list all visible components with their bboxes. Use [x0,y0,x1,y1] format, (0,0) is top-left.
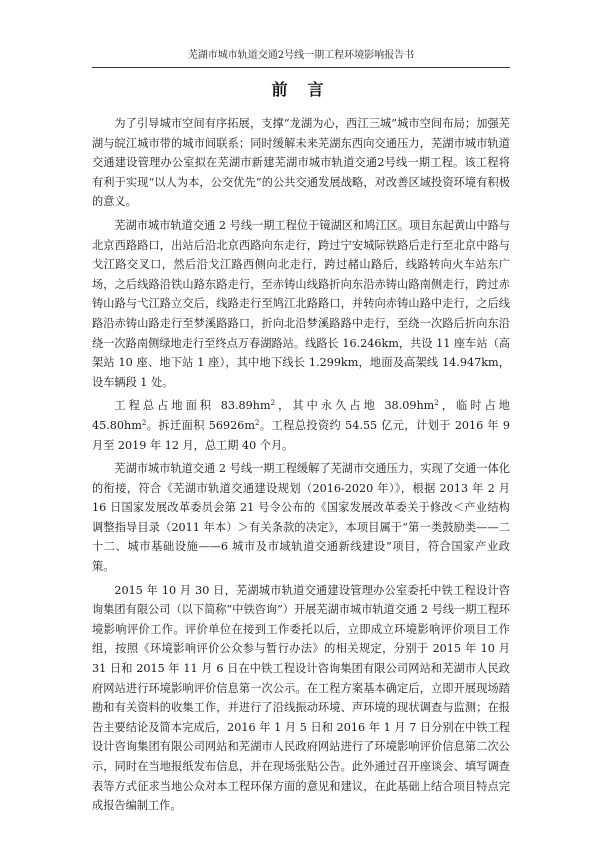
paragraph-policy: 芜湖市城市轨道交通 2 号线一期工程缓解了芜湖市交通压力，实现了交通一体化的衔接，符合《芜湖市轨道交通建设规划（2016-2020 年）》，根据 2013 年 2 月 16 日国家发展改革委员会第 21 号令公布的《国家发展改革委关于修改＜产业结构调整指导目录（2011 年本）＞有关条款的决定》，本项目属于“第一类鼓励类——二十二、城市基础设施——6 城市及市域轨道交通新线建设”项目，符合国家产业政策。 [92,462,510,574]
superscript: 2 [270,399,276,408]
superscript: 2 [434,399,439,408]
paragraph-land-investment [92,396,510,455]
running-header: 芜湖市城市轨道交通2号线一期工程环境影响报告书 [187,50,415,61]
text-segment: 。拆迁面积 56926m [146,418,255,432]
text-segment: 。工程总投资约 54.55 亿元，计划于 2016 年 9 月至 2019 年 12 月，总工期 40 个月。 [92,418,510,452]
superscript: 2 [141,418,147,427]
header-rule [92,67,510,68]
page-title: 前言 [271,80,344,99]
text-segment: 工程总占地面积 83.89hm [114,399,271,413]
body-text [92,114,510,820]
superscript: 2 [254,418,260,427]
text-segment: ，临时占地 45.80hm [92,399,510,432]
paragraph-purpose: 为了引导城市空间有序拓展，支撑“龙湖为心，西江三城”城市空间布局；加强芜湖与皖江城市带的城市间联系；同时缓解未来芜湖东西向交通压力，芜湖市城市轨道交通建设管理办公室拟在芜湖市新建芜湖市城市轨道交通2号线一期工程。该工程将有利于实现“以人为本，公交优先”的公共交通发展战略，对改善区域投资环境有积极的意义。 [92,117,510,209]
text-segment: ，其中永久占地 38.09hm [275,399,435,413]
paragraph-route: 芜湖市城市轨道交通 2 号线一期工程位于镜湖区和鸠江区。项目东起黄山中路与北京西路路口，出站后沿北京西路向东走行，跨过宁安城际铁路后走行至北京中路与戈江路交叉口，然后沿戈江路西侧向北走行，跨过赭山路后，线路转向火车站东广场，之后线路沿铁山路东路走行，至赤铸山线路折向东沿赤铸山路南侧走行，跨过赤铸山路与弋江路立交后，线路走行至鸠江北路路口，并转向赤铸山路中走行，之后线路沿赤铸山路走行至梦溪路路口，折向北沿梦溪路路中走行，至绕一次路后折向东沿绕一次路南侧绿地走行至终点万春湖路站。线路长 16.246km，共设 11 座车站（高架站 10 座、地下站 1 座），其中地下线长 1.299km，地面及高架线 14.947km，设车辆段 1 处。 [92,218,510,389]
paragraph-process: 2015 年 10 月 30 日，芜湖城市轨道交通建设管理办公室委托中铁工程设计咨询集团有限公司（以下简称“中铁咨询”）开展芜湖市城市轨道交通 2 号线一期工程环境影响评价工作。评价单位在接到工作委托以后，立即成立环境影响评价项目工作组，按照《环境影响评价公众参与暂行办法》的相关规定，分别于 2015 年 10 月 31 日和 2015 年 11 月 6 日在中铁工程设计咨询集团有限公司网站和芜湖市人民政府网站进行环境影响评价信息第一次公示。在工程方案基本确定后，立即开展现场踏勘和有关资料的收集工作，并进行了沿线振动环境、声环境的现状调查与监测；在报告主要结论及简本完成后，2016 年 1 月 5 日和 2016 年 1 月 7 日分别在中铁工程设计咨询集团有限公司网站和芜湖市人民政府网站进行了环境影响评价信息第二次公示，同时在当地报纸发布信息，并在现场张贴公告。此外通过召开座谈会、填写调查表等方式征求当地公众对本工程环保方面的意见和建议，在此基础上结合项目特点完成报告编制工作。 [92,583,510,813]
